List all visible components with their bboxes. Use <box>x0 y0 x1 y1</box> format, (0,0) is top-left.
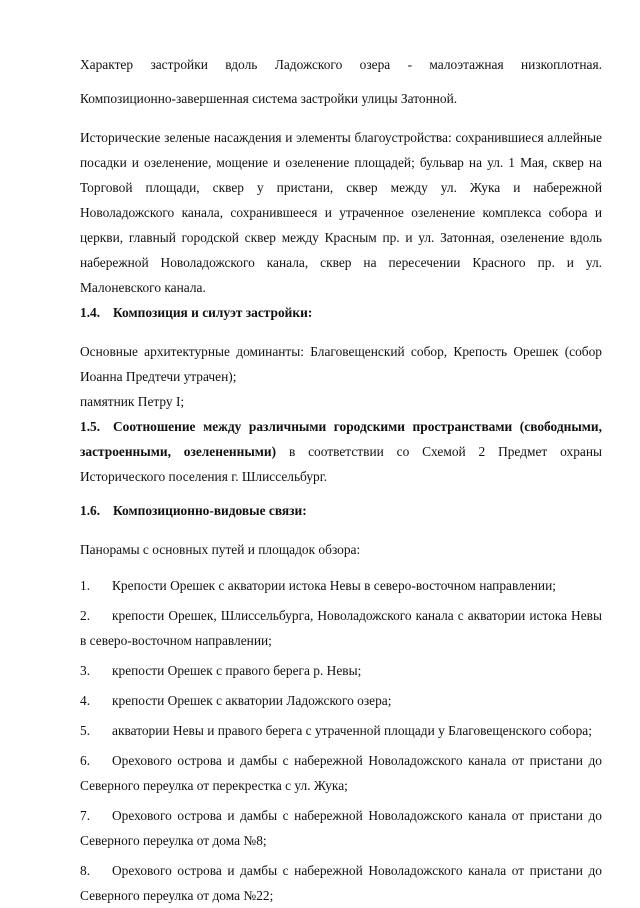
document-body <box>80 52 602 908</box>
list-item-text: Орехового острова и дамбы с набережной Новоладожского канала от пристани до Северного переулка от дома №22; <box>80 863 602 903</box>
section-number: 1.4. <box>80 305 101 320</box>
list-item-text: Орехового острова и дамбы с набережной Новоладожского канала от пристани до Северного переулка от дома №8; <box>80 808 602 848</box>
list-item-number: 1. <box>80 578 91 593</box>
paragraph-peter-monument: памятник Петру I; <box>80 394 185 409</box>
section-title: Композиция и силуэт застройки: <box>113 305 313 320</box>
section-number: 1.6. <box>80 503 101 518</box>
list-item-text: крепости Орешек с правого берега р. Невы; <box>112 663 362 678</box>
list-item <box>80 858 602 908</box>
list-item-text: акватории Невы и правого берега с утраченной площади у Благовещенского собора; <box>112 723 592 738</box>
paragraph-zatonnaya-street: Композиционно-завершенная система застройки улицы Затонной. <box>80 91 458 106</box>
list-item-text: крепости Орешек, Шлиссельбурга, Новоладожского канала с акватории истока Невы в северо-восточном направлении; <box>80 608 602 648</box>
section-title: Композиционно-видовые связи: <box>113 503 307 518</box>
section-continuation: в соответствии со Схемой 2 Предмет охраны Исторического поселения г. Шлиссельбург. <box>80 444 602 484</box>
list-item-text: Крепости Орешек с акватории истока Невы в северо-восточном направлении; <box>112 578 556 593</box>
list-item-number: 7. <box>80 808 91 823</box>
list-item-number: 6. <box>80 753 91 768</box>
list-item-number: 5. <box>80 723 91 738</box>
section-number: 1.5. <box>80 419 101 434</box>
list-item <box>80 718 602 743</box>
list-item-text: Орехового острова и дамбы с набережной Новоладожского канала от пристани до Северного переулка от перекрестка с ул. Жука; <box>80 753 602 793</box>
panorama-list <box>80 573 602 908</box>
paragraph-building-character: Характер застройки вдоль Ладожского озера - малоэтажная низкоплотная. <box>80 57 602 72</box>
paragraph-dominants: Основные архитектурные доминанты: Благовещенский собор, Крепость Орешек (собор Иоанна Предтечи утрачен); <box>80 344 602 384</box>
section-heading-1-5 <box>80 414 602 489</box>
paragraph-panoramas-intro: Панорамы с основных путей и площадок обзора: <box>80 542 361 557</box>
list-item <box>80 748 602 798</box>
list-item <box>80 573 602 598</box>
list-item-number: 4. <box>80 693 91 708</box>
paragraph-historic-greenery: Исторические зеленые насаждения и элементы благоустройства: сохранившиеся аллейные посадки и озеленение, мощение и озеленение площадей; бульвар на ул. 1 Мая, сквер на Торговой площади, сквер у пристани, сквер между ул. Жука и набережной Новоладожского канала, сохранившееся и утраченное озеленение комплекса собора и церкви, главный городской сквер между Красным пр. и ул. Затонная, озеленение вдоль набережной Новоладожского канала, сквер на пересечении Красного пр. и ул. Малоневского канала. <box>80 130 602 295</box>
list-item <box>80 658 602 683</box>
section-heading-1-4 <box>80 300 602 325</box>
section-title: Соотношение между различными городскими пространствами (свободными, застроенными, озелененными) <box>80 419 602 459</box>
list-item-text: крепости Орешек с акватории Ладожского озера; <box>112 693 392 708</box>
section-heading-1-6 <box>80 498 602 523</box>
list-item <box>80 803 602 853</box>
list-item-number: 8. <box>80 863 91 878</box>
list-item-number: 2. <box>80 608 91 623</box>
list-item-number: 3. <box>80 663 91 678</box>
list-item <box>80 688 602 713</box>
list-item <box>80 603 602 653</box>
